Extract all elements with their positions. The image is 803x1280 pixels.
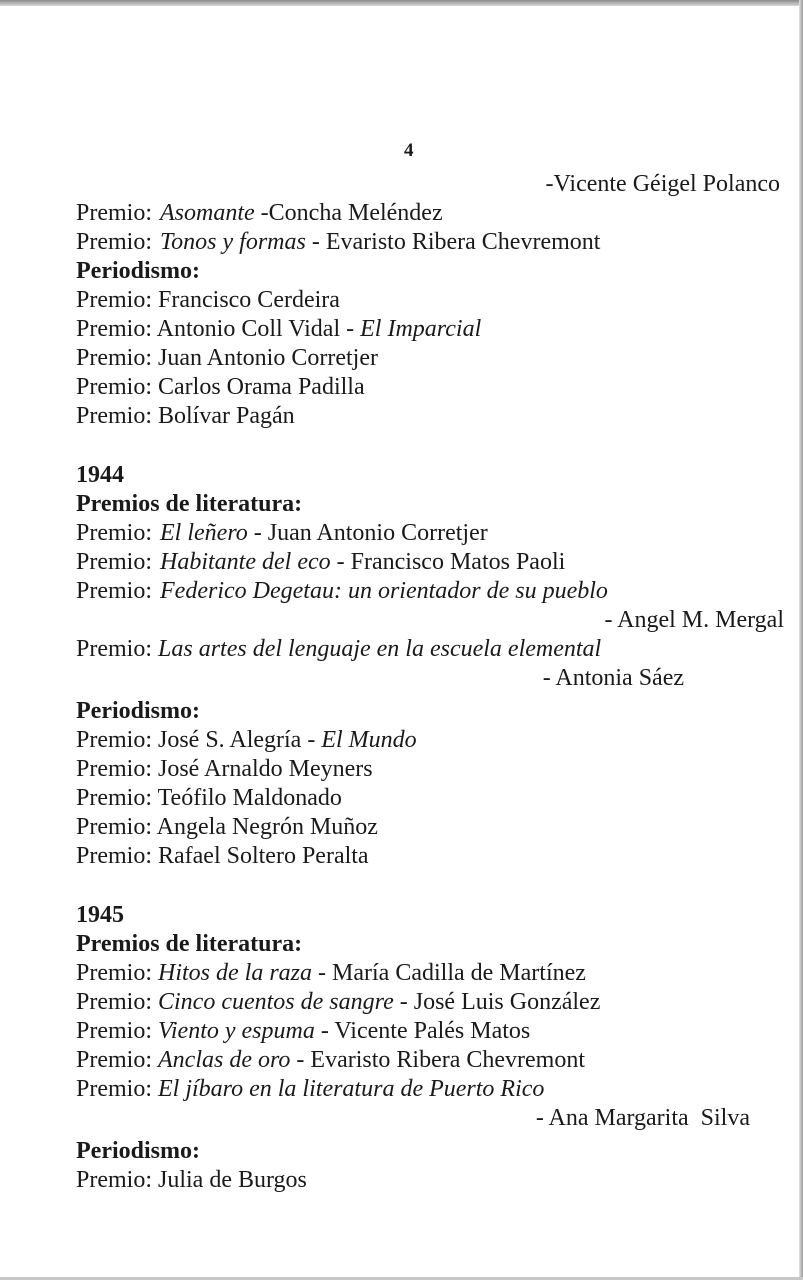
- author-name: Vicente Palés Matos: [334, 1018, 531, 1044]
- work-title: Las artes del lenguaje en la escuela elemental: [158, 636, 602, 662]
- page-right-edge: [799, 0, 803, 1280]
- author-name: - Ana Margarita Silva: [535, 1105, 750, 1131]
- prize-line: Premio: Las artes del lenguaje en la escuela elemental: [76, 636, 602, 662]
- prize-line: Premio: Anclas de oro - Evaristo Ribera Chevremont: [76, 1047, 586, 1073]
- journalism-line: Premio: Bolívar Pagán: [76, 403, 295, 429]
- work-title: Federico Degetau: un orientador de su pueblo: [160, 578, 608, 604]
- journalism-line: Premio: Carlos Orama Padilla: [76, 374, 365, 400]
- work-title: Anclas de oro: [158, 1047, 291, 1073]
- prize-line: Premio: Federico Degetau: un orientador de su pueblo: [76, 578, 608, 604]
- work-title: El jíbaro en la literatura de Puerto Rico: [158, 1076, 545, 1102]
- journalism-line: Premio: Teófilo Maldonado: [76, 785, 342, 811]
- prize-line: Premio: Hitos de la raza - María Cadilla de Martínez: [76, 960, 586, 986]
- work-title: Viento y espuma: [158, 1018, 315, 1044]
- prize-line: Premio: Asomante -Concha Meléndez: [76, 200, 443, 226]
- journalism-line: Premio: Rafael Soltero Peralta: [76, 843, 369, 869]
- work-title: Asomante: [160, 200, 255, 226]
- work-title: Habitante del eco: [160, 549, 331, 575]
- work-title: Cinco cuentos de sangre: [158, 989, 394, 1015]
- prize-line: Premio: Habitante del eco - Francisco Matos Paoli: [76, 549, 566, 575]
- prize-line: Premio: Tonos y formas - Evaristo Ribera Chevremont: [76, 229, 601, 255]
- carryover-author: -Vicente Géigel Polanco: [545, 171, 780, 197]
- year-heading-1945: 1945: [76, 902, 124, 928]
- page-number: 4: [404, 140, 414, 161]
- journalism-line: Premio: Francisco Cerdeira: [76, 287, 340, 313]
- author-name: Francisco Matos Paoli: [350, 549, 566, 575]
- year-heading-1944: 1944: [76, 462, 124, 488]
- author-name: Evaristo Ribera Chevremont: [310, 1047, 586, 1073]
- work-title: Tonos y formas: [160, 229, 306, 255]
- page-top-edge: [0, 0, 803, 6]
- prize-line: Premio: El leñero - Juan Antonio Corretjer: [76, 520, 488, 546]
- section-heading-literatura: Premios de literatura:: [76, 491, 303, 517]
- newspaper-title: El Mundo: [321, 727, 417, 753]
- journalism-line: Premio: Antonio Coll Vidal - El Imparcial: [76, 316, 482, 342]
- journalism-line: Premio: José Arnaldo Meyners: [76, 756, 373, 782]
- author-name: Juan Antonio Corretjer: [267, 520, 488, 546]
- author-name: María Cadilla de Martínez: [332, 960, 586, 986]
- section-heading-periodismo: Periodismo:: [76, 1138, 200, 1164]
- journalism-line: Premio: Julia de Burgos: [76, 1167, 307, 1193]
- section-heading-literatura: Premios de literatura:: [76, 931, 303, 957]
- page-content: [76, 170, 784, 1195]
- prize-line: Premio: Viento y espuma - Vicente Palés Matos: [76, 1018, 531, 1044]
- section-heading-periodismo: Periodismo:: [76, 698, 200, 724]
- section-heading-periodismo: Periodismo:: [76, 258, 200, 284]
- prize-line: Premio: Cinco cuentos de sangre - José Luis González: [76, 989, 601, 1015]
- author-name: Evaristo Ribera Chevremont: [325, 229, 601, 255]
- author-name: - Antonia Sáez: [542, 665, 684, 691]
- work-title: El leñero: [160, 520, 248, 546]
- prize-line: Premio: El jíbaro en la literatura de Puerto Rico: [76, 1076, 545, 1102]
- work-title: Hitos de la raza: [158, 960, 313, 986]
- author-name: Concha Meléndez: [268, 200, 443, 226]
- newspaper-title: El Imparcial: [360, 316, 482, 342]
- journalism-line: Premio: Angela Negrón Muñoz: [76, 814, 378, 840]
- author-name: - Angel M. Mergal: [604, 607, 784, 633]
- journalism-line: Premio: José S. Alegría - El Mundo: [76, 727, 417, 753]
- author-name: José Luis González: [413, 989, 601, 1015]
- journalism-line: Premio: Juan Antonio Corretjer: [76, 345, 378, 371]
